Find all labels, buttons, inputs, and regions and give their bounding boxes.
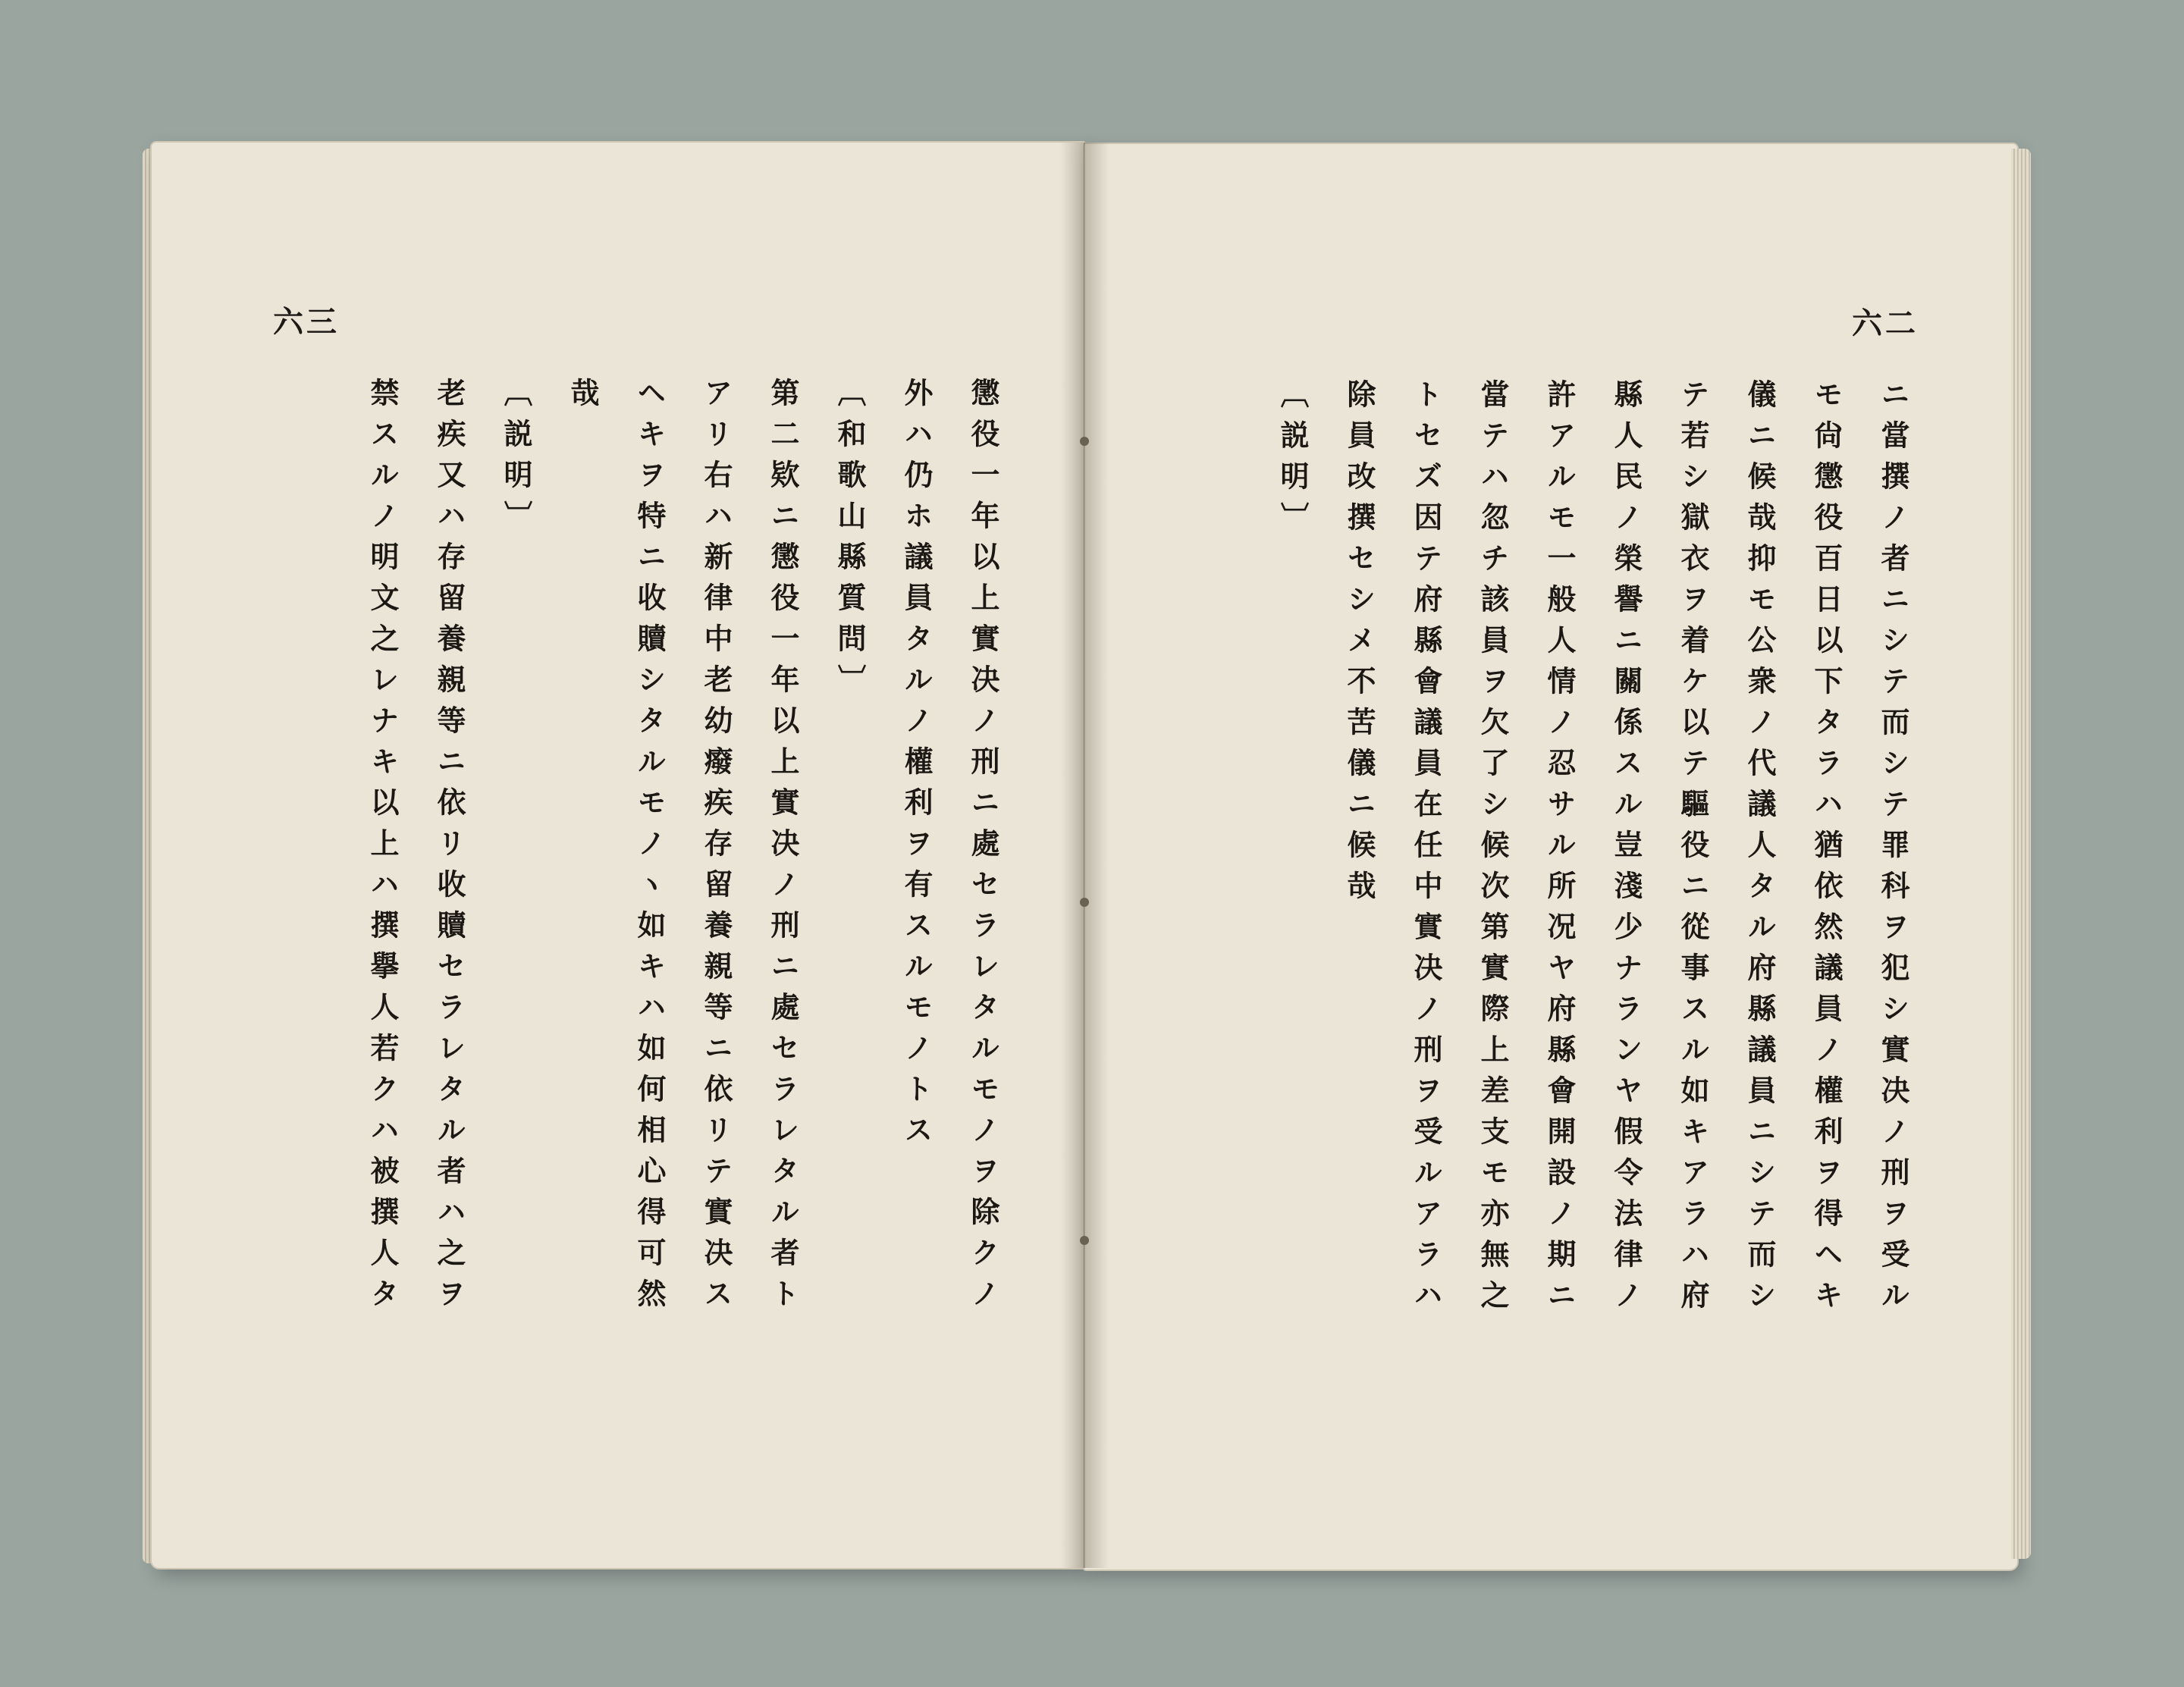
- text-column: 第二欵ニ懲役一年以上實决ノ刑ニ處セラレタル者ト: [766, 378, 800, 1319]
- text-column: 當テハ忽チ該員ヲ欠了シ候次第實際上差支モ亦無之: [1476, 379, 1510, 1321]
- text-column: 儀ニ候哉抑モ公衆ノ代議人タル府縣議員ニシテ而シ: [1743, 379, 1777, 1321]
- text-column: 縣人民ノ榮譽ニ關係スル豈淺少ナランヤ假令法律ノ: [1609, 379, 1643, 1321]
- section-heading: 〔説明〕: [1276, 379, 1310, 543]
- binding-stitch: [1080, 1236, 1089, 1245]
- left-page: [152, 143, 1084, 1568]
- text-column: 除員改撰セシメ不苦儀ニ候哉: [1342, 379, 1376, 911]
- text-column: ニ當撰ノ者ニシテ而シテ罪科ヲ犯シ實决ノ刑ヲ受ル: [1876, 379, 1910, 1321]
- text-column: トセズ因テ府縣會議員在任中實决ノ刑ヲ受ルアラハ: [1409, 379, 1443, 1321]
- text-column: 老疾又ハ存留養親等ニ依リ收贖セラレタル者ハ之ヲ: [432, 378, 466, 1319]
- binding-stitch: [1080, 898, 1089, 907]
- text-column: テ若シ獄衣ヲ着ケ以テ驅役ニ從事スル如キアラハ府: [1676, 379, 1710, 1321]
- text-column: 哉: [566, 378, 600, 419]
- text-column: 許アルモ一般人情ノ忍サル所况ヤ府縣會開設ノ期ニ: [1542, 379, 1577, 1321]
- text-column: モ尙懲役百日以下タラハ猶依然議員ノ權利ヲ得ヘキ: [1809, 379, 1844, 1321]
- right-page-number: 六二: [1852, 306, 1919, 341]
- binding-stitch: [1080, 437, 1089, 446]
- left-page-text: [349, 378, 1016, 1560]
- right-page: [1084, 144, 2017, 1569]
- section-heading: 〔和歌山縣質問〕: [833, 378, 867, 705]
- section-heading: 〔説明〕: [499, 378, 533, 541]
- left-page-number: 六三: [273, 304, 340, 340]
- text-column: 禁スルノ明文之レナキ以上ハ撰擧人若クハ被撰人タ: [366, 378, 400, 1319]
- text-column: アリ右ハ新律中老幼癈疾存留養親等ニ依リテ實决ス: [699, 378, 733, 1319]
- text-column: 外ハ仍ホ議員タルノ權利ヲ有スルモノトス: [899, 378, 934, 1156]
- book-gutter: [1060, 143, 1109, 1568]
- text-column: 懲役一年以上實决ノ刑ニ處セラレタルモノヲ除クノ: [966, 378, 1000, 1319]
- right-page-edges: [2011, 149, 2031, 1559]
- right-page-text: [1259, 379, 1926, 1562]
- text-column: ヘキヲ特ニ收贖シタルモノヽ如キハ如何相心得可然: [632, 378, 667, 1319]
